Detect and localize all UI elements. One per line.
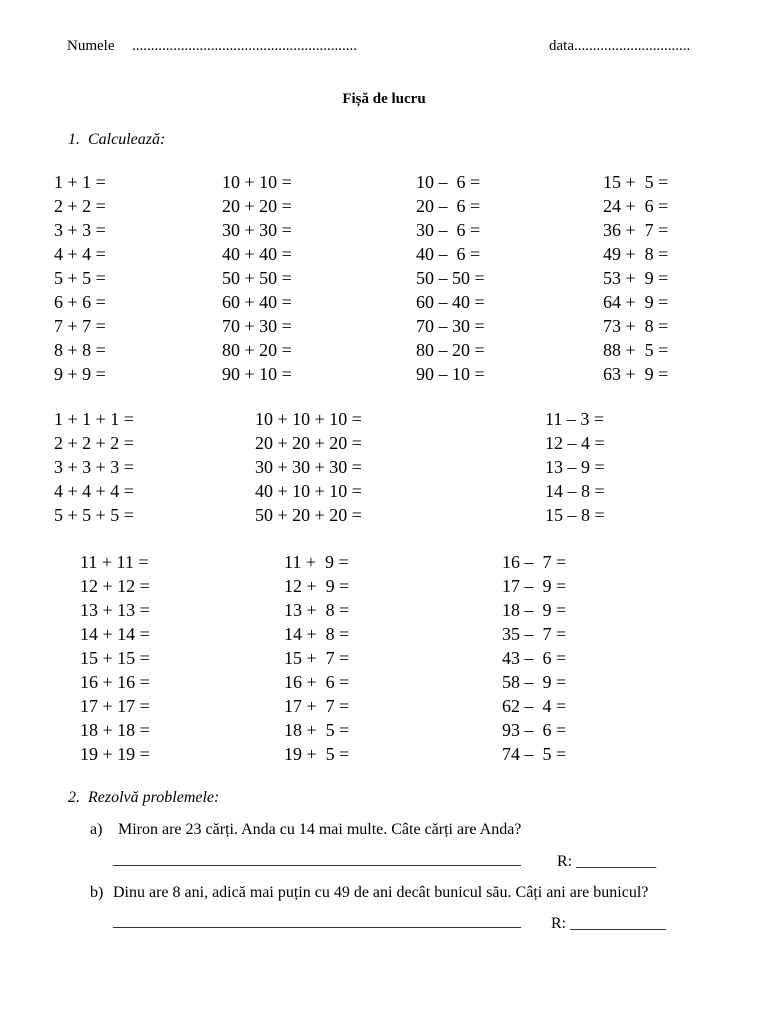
- exercise: 58 – 9 =: [502, 672, 567, 692]
- problem-b-answer-line[interactable]: ___________________________________________________: [113, 913, 521, 930]
- name-field-line[interactable]: ............................................................: [132, 38, 357, 54]
- exercise: 8 + 8 =: [54, 340, 106, 360]
- section-1-heading: 1. Calculează:: [68, 131, 166, 148]
- exercise: 16 – 7 =: [502, 552, 567, 572]
- block1-col1: [54, 170, 106, 386]
- problem-a-marker: a): [90, 821, 103, 838]
- exercise: 3 + 3 =: [54, 220, 106, 240]
- exercise: 40 + 10 + 10 =: [255, 481, 362, 501]
- exercise: 10 + 10 =: [222, 172, 292, 192]
- block3-col1: [80, 550, 150, 766]
- exercise: 1 + 1 + 1 =: [54, 409, 134, 429]
- exercise: 49 + 8 =: [603, 244, 669, 264]
- section-2-heading: 2. Rezolvă problemele:: [68, 789, 220, 806]
- exercise: 50 – 50 =: [416, 268, 485, 288]
- block1-col2: [222, 170, 292, 386]
- block2-col3: [545, 407, 605, 527]
- exercise: 17 + 7 =: [284, 696, 350, 716]
- problem-a-answer-line[interactable]: ___________________________________________________: [113, 851, 521, 868]
- exercise: 20 + 20 + 20 =: [255, 433, 362, 453]
- exercise: 15 + 5 =: [603, 172, 669, 192]
- exercise: 11 + 11 =: [80, 552, 149, 572]
- exercise: 63 + 9 =: [603, 364, 669, 384]
- exercise: 4 + 4 + 4 =: [54, 481, 134, 501]
- exercise: 18 + 5 =: [284, 720, 350, 740]
- exercise: 11 + 9 =: [284, 552, 349, 572]
- block2-col1: [54, 407, 134, 527]
- problem-a-result[interactable]: R: __________: [557, 853, 657, 870]
- exercise: 17 + 17 =: [80, 696, 150, 716]
- exercise: 17 – 9 =: [502, 576, 567, 596]
- exercise: 12 + 9 =: [284, 576, 350, 596]
- exercise: 70 + 30 =: [222, 316, 292, 336]
- exercise: 70 – 30 =: [416, 316, 485, 336]
- name-label: Numele: [67, 38, 115, 54]
- exercise: 11 – 3 =: [545, 409, 604, 429]
- exercise: 5 + 5 =: [54, 268, 106, 288]
- exercise: 19 + 5 =: [284, 744, 350, 764]
- exercise: 73 + 8 =: [603, 316, 669, 336]
- exercise: 30 – 6 =: [416, 220, 481, 240]
- block1-col4: [603, 170, 668, 386]
- exercise: 74 – 5 =: [502, 744, 567, 764]
- exercise: 13 + 8 =: [284, 600, 350, 620]
- exercise: 35 – 7 =: [502, 624, 567, 644]
- exercise: 20 – 6 =: [416, 196, 481, 216]
- block2-col2: [255, 407, 362, 527]
- problem-b-text: Dinu are 8 ani, adică mai puțin cu 49 de ani decât bunicul său. Câți ani are bunicul?: [113, 884, 649, 901]
- exercise: 90 – 10 =: [416, 364, 485, 384]
- exercise: 10 – 6 =: [416, 172, 481, 192]
- exercise: 2 + 2 + 2 =: [54, 433, 134, 453]
- exercise: 14 + 14 =: [80, 624, 150, 644]
- exercise: 1 + 1 =: [54, 172, 106, 192]
- block3-col3: [502, 550, 566, 766]
- exercise: 40 + 40 =: [222, 244, 292, 264]
- page-title: Fișă de lucru: [342, 91, 426, 107]
- exercise: 3 + 3 + 3 =: [54, 457, 134, 477]
- exercise: 5 + 5 + 5 =: [54, 505, 134, 525]
- exercise: 62 – 4 =: [502, 696, 567, 716]
- exercise: 60 – 40 =: [416, 292, 485, 312]
- exercise: 9 + 9 =: [54, 364, 106, 384]
- exercise: 7 + 7 =: [54, 316, 106, 336]
- exercise: 14 + 8 =: [284, 624, 350, 644]
- exercise: 80 + 20 =: [222, 340, 292, 360]
- exercise: 12 + 12 =: [80, 576, 150, 596]
- exercise: 14 – 8 =: [545, 481, 605, 501]
- exercise: 24 + 6 =: [603, 196, 669, 216]
- exercise: 15 + 7 =: [284, 648, 350, 668]
- exercise: 19 + 19 =: [80, 744, 150, 764]
- exercise: 10 + 10 + 10 =: [255, 409, 362, 429]
- exercise: 15 + 15 =: [80, 648, 150, 668]
- exercise: 64 + 9 =: [603, 292, 669, 312]
- exercise: 13 – 9 =: [545, 457, 605, 477]
- exercise: 50 + 50 =: [222, 268, 292, 288]
- exercise: 80 – 20 =: [416, 340, 485, 360]
- exercise: 12 – 4 =: [545, 433, 605, 453]
- exercise: 88 + 5 =: [603, 340, 669, 360]
- problem-a-text: Miron are 23 cărți. Anda cu 14 mai multe. Câte cărți are Anda?: [118, 821, 522, 838]
- exercise: 60 + 40 =: [222, 292, 292, 312]
- exercise: 93 – 6 =: [502, 720, 567, 740]
- exercise: 36 + 7 =: [603, 220, 669, 240]
- exercise: 40 – 6 =: [416, 244, 481, 264]
- exercise: 30 + 30 =: [222, 220, 292, 240]
- exercise: 16 + 6 =: [284, 672, 350, 692]
- block1-col3: [416, 170, 485, 386]
- problem-b-marker: b): [90, 884, 104, 901]
- date-field[interactable]: data...............................: [549, 38, 691, 54]
- exercise: 18 + 18 =: [80, 720, 150, 740]
- exercise: 4 + 4 =: [54, 244, 106, 264]
- exercise: 43 – 6 =: [502, 648, 567, 668]
- exercise: 16 + 16 =: [80, 672, 150, 692]
- exercise: 30 + 30 + 30 =: [255, 457, 362, 477]
- exercise: 53 + 9 =: [603, 268, 669, 288]
- exercise: 90 + 10 =: [222, 364, 292, 384]
- exercise: 18 – 9 =: [502, 600, 567, 620]
- problem-b-result[interactable]: R: ____________: [551, 915, 667, 932]
- exercise: 13 + 13 =: [80, 600, 150, 620]
- exercise: 6 + 6 =: [54, 292, 106, 312]
- exercise: 2 + 2 =: [54, 196, 106, 216]
- block3-col2: [284, 550, 349, 766]
- exercise: 50 + 20 + 20 =: [255, 505, 362, 525]
- exercise: 15 – 8 =: [545, 505, 605, 525]
- exercise: 20 + 20 =: [222, 196, 292, 216]
